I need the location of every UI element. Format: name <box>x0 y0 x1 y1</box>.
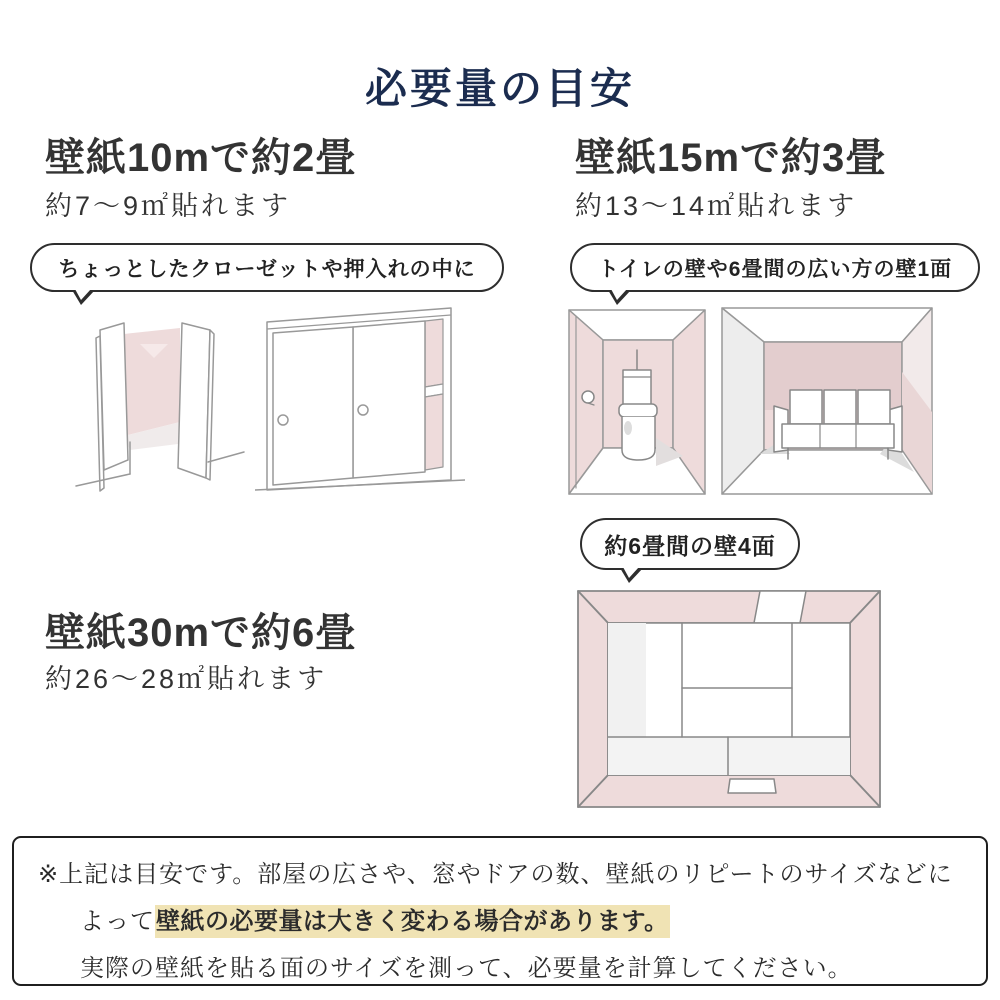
heading-10m: 壁紙10mで約2畳 <box>45 136 357 180</box>
sofa-room-illustration <box>716 302 938 500</box>
note-line-3-text: 実際の壁紙を貼る面のサイズを測って、必要量を計算してください。 <box>80 955 853 982</box>
toilet-room-illustration <box>563 302 711 500</box>
note-line-2 <box>38 898 968 945</box>
note-line-1 <box>38 851 968 898</box>
page-title: 必要量の目安 <box>364 65 635 113</box>
heading-30m: 壁紙30mで約6畳 <box>45 611 357 655</box>
subtitle-15m: 約13〜14㎡貼れます <box>575 191 858 221</box>
note-line-2-highlight: 壁紙の必要量は大きく変わる場合があります。 <box>155 905 670 938</box>
bubble-6tatami-label: 約6畳間の壁4面 <box>604 532 776 559</box>
note-line-1-text: ※上記は目安です。部屋の広さや、窓やドアの数、壁紙のリピートのサイズなどに <box>38 861 953 888</box>
bubble-6tatami <box>580 518 800 570</box>
subtitle-30m: 約26〜28㎡貼れます <box>45 664 328 694</box>
sliding-door-closet-illustration <box>255 302 465 492</box>
bubble-10m-label: ちょっとしたクローゼットや押入れの中に <box>58 257 476 281</box>
bubble-10m <box>30 243 504 292</box>
six-tatami-room-top-view-illustration <box>570 585 888 815</box>
bubble-15m <box>570 243 980 292</box>
bubble-15m-label: トイレの壁や6畳間の広い方の壁1面 <box>597 257 953 281</box>
open-closet-illustration <box>72 310 247 495</box>
note-line-3 <box>38 945 968 992</box>
subtitle-10m: 約7〜9㎡貼れます <box>45 191 292 221</box>
heading-15m: 壁紙15mで約3畳 <box>575 136 887 180</box>
note-box <box>12 836 988 986</box>
note-line-2-prefix: よって <box>80 908 155 935</box>
